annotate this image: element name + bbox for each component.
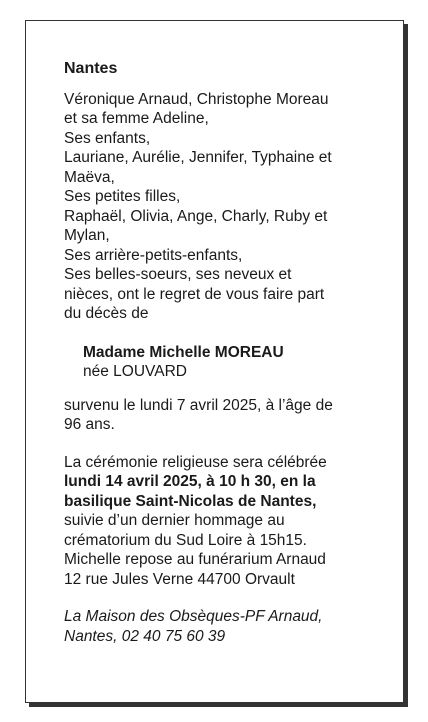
ceremony-line: crématorium du Sud Loire à 15h15.: [64, 531, 307, 549]
family-line: nièces, ont le regret de vous faire part: [64, 285, 325, 303]
spacer: [64, 589, 364, 607]
death-line: survenu le lundi 7 avril 2025, à l’âge de: [64, 396, 333, 414]
family-line: Ses arrière-petits-enfants,: [64, 246, 243, 264]
ceremony-paragraph: [64, 453, 364, 590]
family-line: Ses petites filles,: [64, 188, 181, 205]
ceremony-line: suivie d’un dernier hommage au: [64, 512, 285, 529]
spacer: [64, 435, 364, 453]
family-paragraph: [64, 90, 364, 324]
family-line: Maëva,: [64, 168, 115, 186]
ceremony-line: 12 rue Jules Verne 44700 Orvault: [64, 570, 295, 588]
family-line: Raphaël, Olivia, Ange, Charly, Ruby et: [64, 207, 328, 225]
obituary-notice: [25, 20, 404, 703]
family-line: Lauriane, Aurélie, Jennifer, Typhaine et: [64, 149, 332, 166]
deceased-block: [83, 343, 364, 382]
funeral-home-paragraph: [64, 607, 364, 646]
funeral-home-contact: Nantes, 02 40 75 60 39: [64, 627, 226, 645]
death-paragraph: [64, 396, 364, 435]
deceased-name: Madame Michelle MOREAU: [83, 343, 284, 361]
ceremony-place-line: basilique Saint-Nicolas de Nantes,: [64, 492, 317, 510]
maiden-name: née LOUVARD: [83, 363, 187, 380]
ceremony-date-line: lundi 14 avril 2025, à 10 h 30, en la: [64, 473, 316, 490]
ceremony-line: Michelle repose au funérarium Arnaud: [64, 551, 326, 568]
death-line: 96 ans.: [64, 416, 115, 433]
ceremony-intro: La cérémonie religieuse sera célébrée: [64, 453, 327, 471]
family-line: Ses belles-soeurs, ses neveux et: [64, 266, 292, 283]
family-line: Ses enfants,: [64, 129, 151, 147]
family-line: du décès de: [64, 305, 149, 322]
notice-content: [64, 59, 364, 646]
funeral-home-name: La Maison des Obsèques-PF Arnaud,: [64, 608, 323, 625]
family-line: Mylan,: [64, 227, 110, 244]
family-line: Véronique Arnaud, Christophe Moreau: [64, 90, 329, 108]
city-heading: Nantes: [64, 60, 118, 77]
family-line: et sa femme Adeline,: [64, 110, 209, 127]
